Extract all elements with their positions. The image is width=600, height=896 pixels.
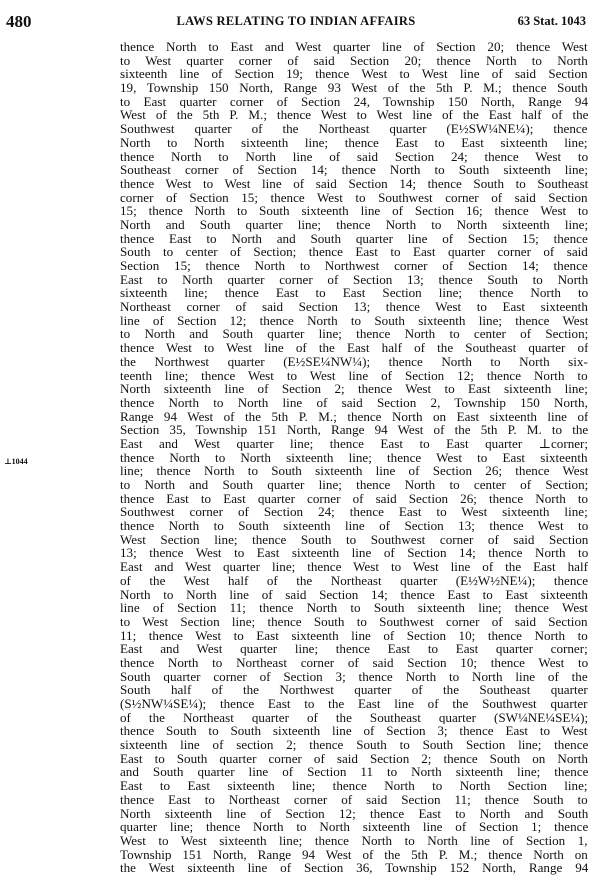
text-line: Section 15; thence North to Northwest corner of Section 14; thence <box>120 259 588 273</box>
text-line: East and West quarter line; thence East to East quarter ⊥corner; <box>120 436 588 451</box>
text-line: East and West quarter line; thence East to East quarter corner; <box>120 642 588 656</box>
page-header <box>6 12 586 30</box>
text-line: to West Section line; thence South to Southwest corner of said Section <box>120 614 588 629</box>
page-number: 480 <box>6 12 32 31</box>
text-line: Township 151 North, Range 94 West of the 5th P. M.; thence North on <box>120 847 588 862</box>
text-line: to West quarter corner of said Section 20; thence North to North <box>120 53 588 68</box>
text-line: (S½NW¼SE¼); thence East to the East line of the Southwest quarter <box>120 697 588 711</box>
statute-citation: 63 Stat. 1043 <box>517 14 586 28</box>
text-line: corner of Section 15; thence West to Southwest corner of said Section <box>120 190 588 205</box>
text-line: Northeast corner of said Section 13; thence West to East sixteenth <box>120 300 588 314</box>
text-line: Southeast corner of Section 14; thence North to South sixteenth line; <box>120 163 588 177</box>
text-line: Southwest corner of Section 24; thence East to West sixteenth line; <box>120 505 588 520</box>
text-line: teenth line; thence West to West line of Section 12; thence North to <box>120 368 588 383</box>
text-line: Section 35, Township 151 North, Range 94 West of the 5th P. M. to the <box>120 423 588 437</box>
text-line: North to North sixteenth line; thence East to East sixteenth line; <box>120 135 588 150</box>
text-line: sixteenth line of Section 19; thence West to West line of said Section <box>120 67 588 82</box>
text-line: East to North quarter corner of Section 13; thence South to North <box>120 272 588 287</box>
text-line: thence North to North line of said Section 2, Township 150 North, <box>120 395 588 410</box>
text-line: sixteenth line; thence East to East Section line; thence North to <box>120 286 588 301</box>
text-line: South quarter corner of Section 3; thence North to North line of the <box>120 669 588 684</box>
text-line: North and South quarter line; thence North to North sixteenth line; <box>120 217 588 232</box>
text-line: East to East sixteenth line; thence North to North Section line; <box>120 779 588 793</box>
text-line: thence North to Northeast corner of said Section 10; thence West to <box>120 655 588 670</box>
text-line: thence East to North and South quarter line of Section 15; thence <box>120 231 588 246</box>
text-line: sixteenth line of section 2; thence South to South Section line; thence <box>120 738 588 752</box>
text-line: of the West half of the Northeast quarter (E½W½NE¼); thence <box>120 573 588 588</box>
text-line: line of Section 12; thence North to South sixteenth line; thence West <box>120 313 588 328</box>
text-line: the West sixteenth line of Section 36, Township 152 North, Range 94 <box>120 861 588 875</box>
text-line: Southwest quarter of the Northeast quarter (E½SW¼NE¼); thence <box>120 122 588 136</box>
text-line: 11; thence West to East sixteenth line of Section 10; thence North to <box>120 628 588 643</box>
text-line: Range 94 West of the 5th P. M.; thence North on East sixteenth line of <box>120 409 588 424</box>
text-line: to East quarter corner of Section 24, Township 150 North, Range 94 <box>120 94 588 109</box>
text-line: thence South to South sixteenth line of Section 3; thence East to West <box>120 724 588 739</box>
text-line: of the Northeast quarter of the Southeast quarter (SW¼NE¼SE¼); <box>120 710 588 725</box>
text-line: 15; thence North to South sixteenth line of Section 16; thence West to <box>120 204 588 218</box>
text-line: North to North line of said Section 14; thence East to East sixteenth <box>120 587 588 602</box>
text-line: to North and South quarter line; thence North to center of Section; <box>120 478 588 492</box>
text-line: thence North to North line of said Section 24; thence West to <box>120 149 588 164</box>
text-line: thence North to East and West quarter line of Section 20; thence West <box>120 40 588 54</box>
text-line: line; thence North to South sixteenth line of Section 26; thence West <box>120 464 588 478</box>
text-line: thence East to Northeast corner of said Section 11; thence South to <box>120 792 588 807</box>
text-line: East and West quarter line; thence West to West line of the East half <box>120 560 588 574</box>
text-line: West to West sixteenth line; thence North to North line of Section 1, <box>120 833 588 848</box>
text-line: thence West to West line of the East half of the Southeast quarter of <box>120 341 588 355</box>
text-line: quarter line; thence North to North sixteenth line of Section 1; thence <box>120 820 588 834</box>
margin-page-reference: ⊥1044 <box>4 457 28 466</box>
running-title: LAWS RELATING TO INDIAN AFFAIRS <box>176 14 416 28</box>
text-line: thence North to South sixteenth line of Section 13; thence West to <box>120 519 588 533</box>
text-line: thence West to West line of said Section 14; thence South to Southeast <box>120 176 588 191</box>
text-line: West Section line; thence South to Southwest corner of said Section <box>120 532 588 547</box>
text-line: North sixteenth line of Section 12; thence East to North and South <box>120 806 588 821</box>
text-line: North sixteenth line of Section 2; thence West to East sixteenth line; <box>120 382 588 396</box>
text-line: East to South quarter corner of said Section 2; thence South on North <box>120 751 588 766</box>
text-line: the Northwest quarter (E½SE¼NW¼); thence North to North six- <box>120 354 588 369</box>
body-text <box>120 40 588 875</box>
text-line: South to center of Section; thence East to East quarter corner of said <box>120 245 588 259</box>
text-line: and South quarter line of Section 11 to North sixteenth line; thence <box>120 765 588 780</box>
text-line: 13; thence West to East sixteenth line of Section 14; thence North to <box>120 546 588 561</box>
text-line: thence North to North sixteenth line; thence West to East sixteenth <box>120 450 588 465</box>
text-line: to North and South quarter line; thence North to center of Section; <box>120 327 588 342</box>
text-line: line of Section 11; thence North to South sixteenth line; thence West <box>120 601 588 615</box>
text-line: 19, Township 150 North, Range 93 West of the 5th P. M.; thence South <box>120 81 588 95</box>
text-line: South half of the Northwest quarter of the Southeast quarter <box>120 683 588 697</box>
text-line: West of the 5th P. M.; thence West to West line of the East half of the <box>120 108 588 123</box>
text-line: thence East to East quarter corner of said Section 26; thence North to <box>120 491 588 506</box>
